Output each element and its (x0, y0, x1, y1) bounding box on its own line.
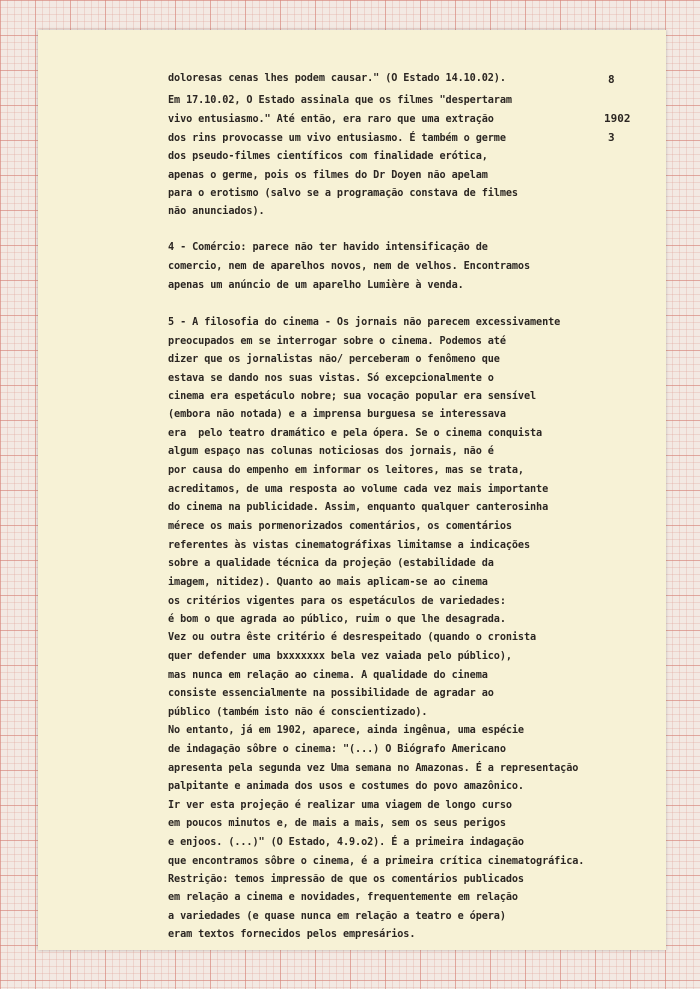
text-line: dos pseudo-filmes científicos com finalidade erótica, (168, 151, 488, 162)
text-line: apenas o germe, pois os filmes do Dr Doyen não apelam (168, 170, 488, 181)
text-line: apresenta pela segunda vez Uma semana no Amazonas. É a representação (168, 763, 579, 774)
text-line: preocupados em se interrogar sobre o cinema. Podemos até (168, 336, 506, 347)
margin-note-page-number: 8 (608, 73, 615, 86)
text-line: cinema era espetáculo nobre; sua vocação popular era sensível (168, 391, 537, 402)
text-line: do cinema na publicidade. Assim, enquanto qualquer canterosinha (168, 502, 549, 513)
text-line: público (também isto não é conscientizado). (168, 707, 428, 718)
text-line: que encontramos sôbre o cinema, é a primeira crítica cinematográfica. (168, 856, 585, 867)
text-line: Em 17.10.02, O Estado assinala que os filmes "despertaram (168, 95, 512, 106)
text-line: estava se dando nos suas vistas. Só excepcionalmente o (168, 373, 494, 384)
text-line: vivo entusiasmo." Até então, era raro que uma extração (168, 114, 494, 125)
text-line: mas nunca em relação ao cinema. A qualidade do cinema (168, 670, 488, 681)
text-line: doloresas cenas lhes podem causar." (O Estado 14.10.02). (168, 73, 506, 84)
text-line: algum espaço nas colunas noticiosas dos jornais, não é (168, 446, 494, 457)
text-line: No entanto, já em 1902, aparece, ainda ingênua, uma espécie (168, 725, 524, 736)
text-line: era pelo teatro dramático e pela ópera. Se o cinema conquista (168, 428, 543, 439)
text-line: os critérios vigentes para os espetáculos de variedades: (168, 596, 506, 607)
text-line: imagem, nitidez). Quanto ao mais aplicam-se ao cinema (168, 577, 488, 588)
text-line: eram textos fornecidos pelos empresários. (168, 929, 416, 940)
text-line: palpitante e animada dos usos e costumes do povo amazônico. (168, 781, 524, 792)
text-line: 4 - Comércio: parece não ter havido intensificação de (168, 242, 488, 253)
text-line: em relação a cinema e novidades, frequentemente em relação (168, 892, 518, 903)
text-line: e enjoos. (...)" (O Estado, 4.9.o2). É a primeira indagação (168, 837, 524, 848)
text-line: Restrição: temos impressão de que os comentários publicados (168, 874, 524, 885)
text-line: comercio, nem de aparelhos novos, nem de velhos. Encontramos (168, 261, 531, 272)
text-line: de indagação sôbre o cinema: "(...) O Biógrafo Americano (168, 744, 506, 755)
text-line: acreditamos, de uma resposta ao volume cada vez mais importante (168, 484, 549, 495)
margin-note-year: 1902 (604, 112, 631, 125)
text-line: não anunciados). (168, 206, 265, 217)
text-line: dizer que os jornalistas não/ perceberam o fenômeno que (168, 354, 500, 365)
text-line: em poucos minutos e, de mais a mais, sem os seus perigos (168, 818, 506, 829)
text-line: para o erotismo (salvo se a programação constava de filmes (168, 188, 518, 199)
text-line: Ir ver esta projeção é realizar uma viagem de longo curso (168, 800, 512, 811)
text-line: por causa do empenho em informar os leitores, mas se trata, (168, 465, 524, 476)
text-line: Vez ou outra êste critério é desrespeitado (quando o cronista (168, 632, 537, 643)
text-line: (embora não notada) e a imprensa burguesa se interessava (168, 409, 506, 420)
text-line: a variedades (e quase nunca em relação a teatro e ópera) (168, 911, 506, 922)
text-line: é bom o que agrada ao público, ruim o que lhe desagrada. (168, 614, 506, 625)
text-line: 5 - A filosofia do cinema - Os jornais não parecem excessivamente (168, 317, 561, 328)
margin-note-count: 3 (608, 131, 615, 144)
text-line: dos rins provocasse um vivo entusiasmo. É também o germe (168, 133, 506, 144)
text-line: quer defender uma bxxxxxxx bela vez vaiada pelo público), (168, 651, 512, 662)
text-line: referentes às vistas cinematográfixas limitamse a indicações (168, 540, 531, 551)
text-line: mérece os mais pormenorizados comentários, os comentários (168, 521, 512, 532)
text-line: apenas um anúncio de um aparelho Lumière à venda. (168, 280, 464, 291)
text-line: consiste essencialmente na possibilidade de agradar ao (168, 688, 494, 699)
text-line: sobre a qualidade técnica da projeção (estabilidade da (168, 558, 494, 569)
